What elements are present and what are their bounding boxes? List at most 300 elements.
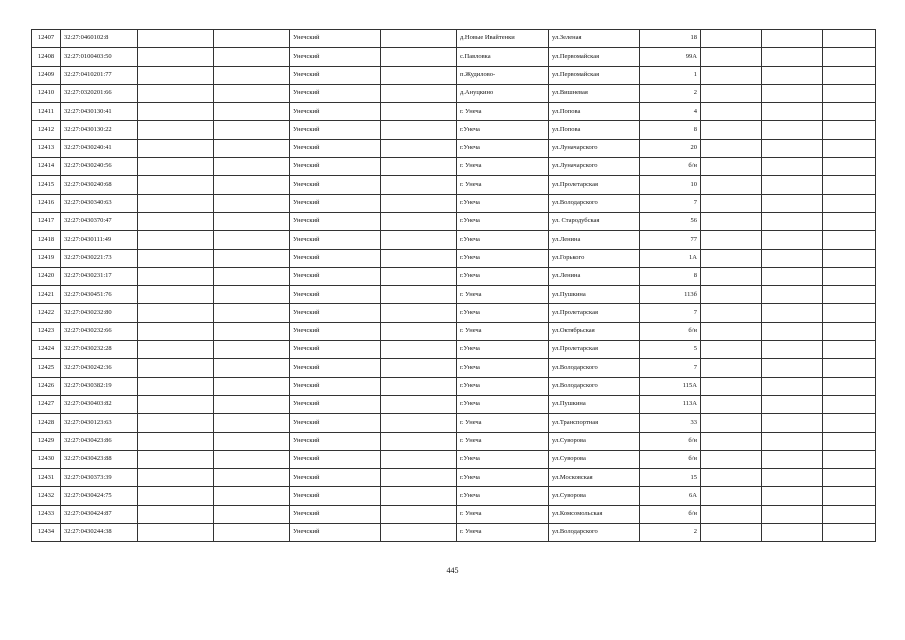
empty-cell <box>214 377 290 395</box>
table-row <box>32 377 876 395</box>
row-number-cell: 12433 <box>32 505 61 523</box>
empty-cell <box>762 450 823 468</box>
empty-cell <box>701 121 762 139</box>
district-cell: Унечский <box>290 121 381 139</box>
table-row <box>32 66 876 84</box>
district-cell: Унечский <box>290 487 381 505</box>
cadastral-number-cell: 32:27:0430123:63 <box>61 414 138 432</box>
empty-cell <box>138 139 214 157</box>
empty-cell <box>214 505 290 523</box>
house-number-cell: 10 <box>640 176 701 194</box>
table-row <box>32 194 876 212</box>
empty-cell <box>138 377 214 395</box>
cadastral-number-cell: 32:27:0430340:63 <box>61 194 138 212</box>
empty-cell <box>762 304 823 322</box>
street-cell: ул. Стародубская <box>549 212 640 230</box>
locality-cell: г.Унеча <box>457 249 549 267</box>
empty-cell <box>823 139 876 157</box>
empty-cell <box>823 524 876 542</box>
empty-cell <box>762 249 823 267</box>
street-cell: ул.Володарского <box>549 524 640 542</box>
empty-cell <box>214 450 290 468</box>
cadastral-number-cell: 32:27:0430423:86 <box>61 432 138 450</box>
row-number-cell: 12410 <box>32 84 61 102</box>
street-cell: ул.Пушкина <box>549 286 640 304</box>
row-number-cell: 12422 <box>32 304 61 322</box>
row-number-cell: 12426 <box>32 377 61 395</box>
house-number-cell: 113б <box>640 286 701 304</box>
empty-cell <box>381 469 457 487</box>
empty-cell <box>701 176 762 194</box>
house-number-cell: 77 <box>640 231 701 249</box>
locality-cell: г.Унеча <box>457 194 549 212</box>
empty-cell <box>138 194 214 212</box>
cadastral-number-cell: 32:27:0430240:56 <box>61 158 138 176</box>
empty-cell <box>138 231 214 249</box>
locality-cell: г. Унеча <box>457 414 549 432</box>
registry-sheet <box>31 29 876 542</box>
empty-cell <box>381 524 457 542</box>
table-row <box>32 212 876 230</box>
empty-cell <box>214 341 290 359</box>
empty-cell <box>823 249 876 267</box>
district-cell: Унечский <box>290 304 381 322</box>
house-number-cell: 15 <box>640 469 701 487</box>
street-cell: ул.Луначарского <box>549 139 640 157</box>
empty-cell <box>214 395 290 413</box>
empty-cell <box>214 158 290 176</box>
table-row <box>32 487 876 505</box>
district-cell: Унечский <box>290 395 381 413</box>
empty-cell <box>214 48 290 66</box>
row-number-cell: 12413 <box>32 139 61 157</box>
cadastral-number-cell: 32:27:0430231:17 <box>61 267 138 285</box>
house-number-cell: б/н <box>640 432 701 450</box>
empty-cell <box>762 30 823 48</box>
empty-cell <box>381 341 457 359</box>
street-cell: ул.Вишневая <box>549 84 640 102</box>
empty-cell <box>381 377 457 395</box>
empty-cell <box>138 341 214 359</box>
row-number-cell: 12431 <box>32 469 61 487</box>
street-cell: ул.Транспортная <box>549 414 640 432</box>
empty-cell <box>762 66 823 84</box>
row-number-cell: 12425 <box>32 359 61 377</box>
empty-cell <box>381 231 457 249</box>
row-number-cell: 12414 <box>32 158 61 176</box>
locality-cell: г.Унеча <box>457 231 549 249</box>
cadastral-number-cell: 32:27:0430424:75 <box>61 487 138 505</box>
empty-cell <box>214 304 290 322</box>
district-cell: Унечский <box>290 139 381 157</box>
empty-cell <box>214 322 290 340</box>
empty-cell <box>762 84 823 102</box>
locality-cell: г.Унеча <box>457 139 549 157</box>
empty-cell <box>381 158 457 176</box>
district-cell: Унечский <box>290 414 381 432</box>
empty-cell <box>762 524 823 542</box>
empty-cell <box>701 469 762 487</box>
district-cell: Унечский <box>290 194 381 212</box>
empty-cell <box>381 267 457 285</box>
empty-cell <box>823 359 876 377</box>
empty-cell <box>701 286 762 304</box>
empty-cell <box>823 304 876 322</box>
house-number-cell: 4 <box>640 103 701 121</box>
empty-cell <box>762 341 823 359</box>
house-number-cell: 2 <box>640 524 701 542</box>
street-cell: ул.Володарского <box>549 377 640 395</box>
locality-cell: г. Унеча <box>457 286 549 304</box>
district-cell: Унечский <box>290 524 381 542</box>
empty-cell <box>823 121 876 139</box>
empty-cell <box>214 103 290 121</box>
district-cell: Унечский <box>290 450 381 468</box>
street-cell: ул.Октябрьская <box>549 322 640 340</box>
property-registry-table <box>31 29 876 542</box>
locality-cell: г.Унеча <box>457 395 549 413</box>
empty-cell <box>214 139 290 157</box>
empty-cell <box>214 487 290 505</box>
empty-cell <box>823 48 876 66</box>
empty-cell <box>823 212 876 230</box>
table-row <box>32 395 876 413</box>
empty-cell <box>138 267 214 285</box>
locality-cell: г.Унеча <box>457 487 549 505</box>
house-number-cell: 33 <box>640 414 701 432</box>
empty-cell <box>701 487 762 505</box>
empty-cell <box>762 103 823 121</box>
empty-cell <box>823 322 876 340</box>
empty-cell <box>762 377 823 395</box>
district-cell: Унечский <box>290 432 381 450</box>
street-cell: ул.Пролетарская <box>549 304 640 322</box>
empty-cell <box>762 231 823 249</box>
row-number-cell: 12409 <box>32 66 61 84</box>
table-row <box>32 267 876 285</box>
table-row <box>32 432 876 450</box>
empty-cell <box>381 322 457 340</box>
empty-cell <box>381 487 457 505</box>
street-cell: ул.Горького <box>549 249 640 267</box>
street-cell: ул.Суворова <box>549 450 640 468</box>
locality-cell: г. Унеча <box>457 322 549 340</box>
empty-cell <box>823 176 876 194</box>
empty-cell <box>381 30 457 48</box>
cadastral-number-cell: 32:27:0430370:47 <box>61 212 138 230</box>
empty-cell <box>138 432 214 450</box>
locality-cell: г. Унеча <box>457 158 549 176</box>
row-number-cell: 12419 <box>32 249 61 267</box>
district-cell: Унечский <box>290 30 381 48</box>
street-cell: ул.Ленина <box>549 231 640 249</box>
table-row <box>32 322 876 340</box>
empty-cell <box>214 414 290 432</box>
table-row <box>32 103 876 121</box>
row-number-cell: 12415 <box>32 176 61 194</box>
empty-cell <box>381 304 457 322</box>
empty-cell <box>762 267 823 285</box>
district-cell: Унечский <box>290 267 381 285</box>
empty-cell <box>823 505 876 523</box>
street-cell: ул.Первомайская <box>549 66 640 84</box>
table-row <box>32 158 876 176</box>
empty-cell <box>823 66 876 84</box>
district-cell: Унечский <box>290 158 381 176</box>
empty-cell <box>701 359 762 377</box>
empty-cell <box>823 395 876 413</box>
empty-cell <box>701 66 762 84</box>
cadastral-number-cell: 32:27:0320201:66 <box>61 84 138 102</box>
locality-cell: д.Ануцкино <box>457 84 549 102</box>
locality-cell: г. Унеча <box>457 103 549 121</box>
house-number-cell: 1 <box>640 66 701 84</box>
house-number-cell: 1А <box>640 249 701 267</box>
district-cell: Унечский <box>290 505 381 523</box>
empty-cell <box>138 66 214 84</box>
table-row <box>32 121 876 139</box>
cadastral-number-cell: 32:27:0430373:39 <box>61 469 138 487</box>
empty-cell <box>381 286 457 304</box>
district-cell: Унечский <box>290 103 381 121</box>
empty-cell <box>762 322 823 340</box>
street-cell: ул.Суворова <box>549 487 640 505</box>
house-number-cell: б/н <box>640 158 701 176</box>
empty-cell <box>381 66 457 84</box>
street-cell: ул.Пушкина <box>549 395 640 413</box>
empty-cell <box>823 414 876 432</box>
empty-cell <box>701 377 762 395</box>
empty-cell <box>214 194 290 212</box>
empty-cell <box>138 249 214 267</box>
street-cell: ул.Попова <box>549 103 640 121</box>
row-number-cell: 12418 <box>32 231 61 249</box>
row-number-cell: 12427 <box>32 395 61 413</box>
row-number-cell: 12411 <box>32 103 61 121</box>
locality-cell: г.Унеча <box>457 341 549 359</box>
cadastral-number-cell: 32:27:0430423:88 <box>61 450 138 468</box>
street-cell: ул.Пролетарская <box>549 176 640 194</box>
empty-cell <box>138 487 214 505</box>
empty-cell <box>701 158 762 176</box>
empty-cell <box>701 249 762 267</box>
empty-cell <box>823 194 876 212</box>
district-cell: Унечский <box>290 377 381 395</box>
empty-cell <box>381 176 457 194</box>
house-number-cell: 8 <box>640 267 701 285</box>
table-row <box>32 48 876 66</box>
locality-cell: г. Унеча <box>457 176 549 194</box>
house-number-cell: 7 <box>640 194 701 212</box>
empty-cell <box>381 414 457 432</box>
cadastral-number-cell: 32:27:0430424:87 <box>61 505 138 523</box>
street-cell: ул.Суворова <box>549 432 640 450</box>
empty-cell <box>381 139 457 157</box>
street-cell: ул.Володарского <box>549 359 640 377</box>
house-number-cell: б/н <box>640 505 701 523</box>
district-cell: Унечский <box>290 231 381 249</box>
empty-cell <box>701 194 762 212</box>
cadastral-number-cell: 32:27:0430130:41 <box>61 103 138 121</box>
district-cell: Унечский <box>290 341 381 359</box>
street-cell: ул.Володарского <box>549 194 640 212</box>
empty-cell <box>762 487 823 505</box>
empty-cell <box>823 231 876 249</box>
empty-cell <box>762 395 823 413</box>
cadastral-number-cell: 32:27:0430232:28 <box>61 341 138 359</box>
row-number-cell: 12428 <box>32 414 61 432</box>
street-cell: ул.Ленина <box>549 267 640 285</box>
locality-cell: г.Унеча <box>457 377 549 395</box>
locality-cell: г. Унеча <box>457 432 549 450</box>
empty-cell <box>214 84 290 102</box>
empty-cell <box>762 158 823 176</box>
table-body <box>32 30 876 542</box>
locality-cell: г.Унеча <box>457 304 549 322</box>
row-number-cell: 12429 <box>32 432 61 450</box>
empty-cell <box>138 103 214 121</box>
table-row <box>32 341 876 359</box>
table-row <box>32 286 876 304</box>
empty-cell <box>138 176 214 194</box>
cadastral-number-cell: 32:27:0430451:76 <box>61 286 138 304</box>
empty-cell <box>701 30 762 48</box>
locality-cell: г. Унеча <box>457 505 549 523</box>
empty-cell <box>701 414 762 432</box>
locality-cell: г.Унеча <box>457 267 549 285</box>
row-number-cell: 12423 <box>32 322 61 340</box>
house-number-cell: 7 <box>640 359 701 377</box>
empty-cell <box>138 450 214 468</box>
empty-cell <box>823 450 876 468</box>
cadastral-number-cell: 32:27:0430232:66 <box>61 322 138 340</box>
empty-cell <box>138 84 214 102</box>
empty-cell <box>701 304 762 322</box>
district-cell: Унечский <box>290 359 381 377</box>
house-number-cell: 99А <box>640 48 701 66</box>
empty-cell <box>701 505 762 523</box>
empty-cell <box>701 231 762 249</box>
table-row <box>32 139 876 157</box>
empty-cell <box>701 139 762 157</box>
cadastral-number-cell: 32:27:0430232:80 <box>61 304 138 322</box>
empty-cell <box>823 84 876 102</box>
table-row <box>32 249 876 267</box>
table-row <box>32 30 876 48</box>
empty-cell <box>138 30 214 48</box>
table-row <box>32 414 876 432</box>
street-cell: ул.Первомайская <box>549 48 640 66</box>
empty-cell <box>214 267 290 285</box>
table-row <box>32 176 876 194</box>
empty-cell <box>138 524 214 542</box>
empty-cell <box>214 469 290 487</box>
empty-cell <box>823 341 876 359</box>
empty-cell <box>214 121 290 139</box>
street-cell: ул.Луначарского <box>549 158 640 176</box>
empty-cell <box>381 121 457 139</box>
empty-cell <box>701 341 762 359</box>
table-row <box>32 505 876 523</box>
empty-cell <box>823 267 876 285</box>
cadastral-number-cell: 32:27:0410201:77 <box>61 66 138 84</box>
empty-cell <box>701 432 762 450</box>
empty-cell <box>823 377 876 395</box>
locality-cell: г.Унеча <box>457 359 549 377</box>
district-cell: Унечский <box>290 286 381 304</box>
empty-cell <box>823 432 876 450</box>
empty-cell <box>138 158 214 176</box>
row-number-cell: 12420 <box>32 267 61 285</box>
cadastral-number-cell: 32:27:0430244:38 <box>61 524 138 542</box>
empty-cell <box>762 359 823 377</box>
empty-cell <box>214 432 290 450</box>
empty-cell <box>701 103 762 121</box>
table-row <box>32 84 876 102</box>
house-number-cell: 113А <box>640 395 701 413</box>
empty-cell <box>214 524 290 542</box>
house-number-cell: б/н <box>640 450 701 468</box>
empty-cell <box>701 48 762 66</box>
district-cell: Унечский <box>290 84 381 102</box>
empty-cell <box>138 286 214 304</box>
cadastral-number-cell: 32:27:0430382:19 <box>61 377 138 395</box>
empty-cell <box>762 48 823 66</box>
house-number-cell: б/н <box>640 322 701 340</box>
locality-cell: п.Жудилово- <box>457 66 549 84</box>
table-row <box>32 231 876 249</box>
house-number-cell: 5 <box>640 341 701 359</box>
empty-cell <box>701 322 762 340</box>
house-number-cell: 20 <box>640 139 701 157</box>
empty-cell <box>701 84 762 102</box>
empty-cell <box>701 395 762 413</box>
district-cell: Унечский <box>290 469 381 487</box>
empty-cell <box>701 524 762 542</box>
empty-cell <box>762 139 823 157</box>
cadastral-number-cell: 32:27:0430111:49 <box>61 231 138 249</box>
locality-cell: с.Павловка <box>457 48 549 66</box>
row-number-cell: 12417 <box>32 212 61 230</box>
cadastral-number-cell: 32:27:0430240:68 <box>61 176 138 194</box>
empty-cell <box>138 505 214 523</box>
empty-cell <box>138 322 214 340</box>
empty-cell <box>214 176 290 194</box>
locality-cell: д.Новые Ивайтенки <box>457 30 549 48</box>
district-cell: Унечский <box>290 212 381 230</box>
empty-cell <box>381 48 457 66</box>
cadastral-number-cell: 32:27:0100403:50 <box>61 48 138 66</box>
district-cell: Унечский <box>290 249 381 267</box>
empty-cell <box>762 286 823 304</box>
row-number-cell: 12407 <box>32 30 61 48</box>
street-cell: ул.Комсомольская <box>549 505 640 523</box>
house-number-cell: 56 <box>640 212 701 230</box>
house-number-cell: 2 <box>640 84 701 102</box>
row-number-cell: 12412 <box>32 121 61 139</box>
empty-cell <box>762 432 823 450</box>
row-number-cell: 12434 <box>32 524 61 542</box>
empty-cell <box>214 286 290 304</box>
empty-cell <box>381 432 457 450</box>
cadastral-number-cell: 32:27:0430403:82 <box>61 395 138 413</box>
empty-cell <box>138 469 214 487</box>
table-row <box>32 524 876 542</box>
empty-cell <box>214 359 290 377</box>
house-number-cell: 6А <box>640 487 701 505</box>
empty-cell <box>138 414 214 432</box>
empty-cell <box>762 176 823 194</box>
